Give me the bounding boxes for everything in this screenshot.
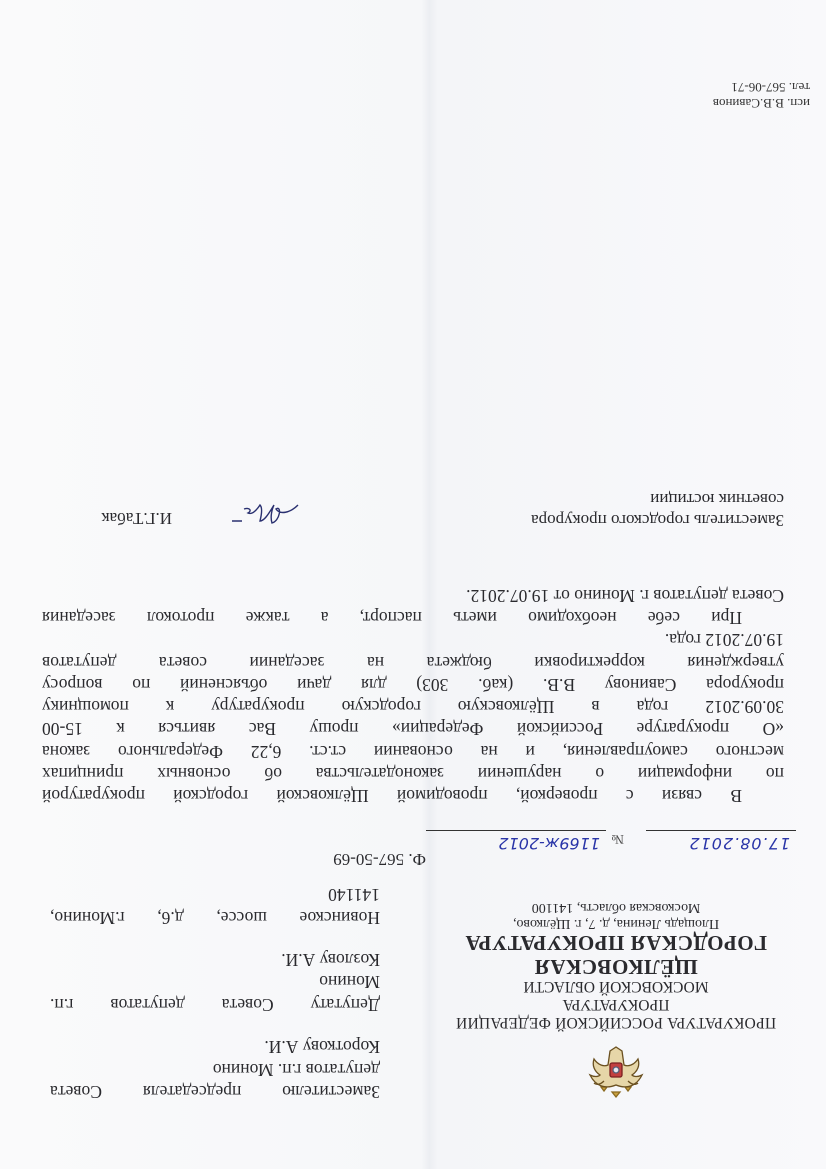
addressee-address bbox=[50, 884, 380, 929]
addressee-1-line1: Заместителю председателя Совета bbox=[50, 1082, 380, 1102]
org-name-line1: ЩЁЛКОВСКАЯ bbox=[534, 954, 698, 979]
addressee-block bbox=[50, 864, 380, 1103]
body-line: При себе необходимо иметь паспорт, а также протокол заседания bbox=[42, 608, 742, 629]
handwritten-signature bbox=[224, 495, 304, 535]
body-line: прокурора Савинову В.В. (каб. 303) для дачи объяснений по вопросу bbox=[42, 674, 784, 695]
addressee-1 bbox=[50, 1036, 380, 1103]
number-underline bbox=[426, 830, 606, 831]
addressee-1-line2: депутатов г.п. Монино bbox=[212, 1059, 380, 1080]
addressee-address-line1: Новинское шоссе, д.6, г.Монино, bbox=[50, 907, 380, 928]
letter-body bbox=[42, 585, 784, 807]
body-line: местного самоуправления, и на основании ст.ст. 6,22 Федерального закона bbox=[42, 741, 784, 762]
addressee-1-line3: Короткову А.И. bbox=[264, 1037, 380, 1058]
registration-date: 17.08.2012 bbox=[688, 834, 790, 853]
addressee-2-line3: Козлову А.И. bbox=[281, 950, 380, 971]
org-address-line1: Площадь Ленина, д. 7, г. Щёлково, bbox=[512, 916, 720, 932]
number-sign: № bbox=[611, 832, 624, 847]
date-underline bbox=[646, 830, 796, 831]
body-line: 19.07.2012 года. bbox=[664, 630, 784, 651]
executor-name: исп. В.В.Савинов bbox=[712, 96, 810, 111]
signatory-name: И.Г.Табак bbox=[101, 509, 172, 528]
registration-line bbox=[426, 827, 796, 853]
coat-of-arms-icon bbox=[584, 1041, 648, 1105]
signatory-title bbox=[384, 489, 784, 532]
body-line: 30.09.2012 года в Щёлковскую городскую прокуратуру к помощнику bbox=[42, 697, 784, 718]
executor-phone: тел. 567-06-71 bbox=[731, 79, 810, 95]
body-line: утверждения корректировки бюджета на заседании совета депутатов bbox=[42, 652, 784, 673]
letterhead-line2: ПРОКУРАТУРА bbox=[562, 996, 670, 1014]
body-line: Совета депутатов г. Монино от 19.07.2012. bbox=[466, 586, 784, 607]
executor-block bbox=[713, 79, 810, 112]
letterhead-line3: МОСКОВСКОЙ ОБЛАСТИ bbox=[523, 978, 709, 996]
body-line: по информации о нарушении законодательства об основных принципах bbox=[42, 763, 784, 784]
signatory-title-line2: советник юстиции bbox=[650, 489, 784, 509]
addressee-address-line2: 141140 bbox=[328, 885, 380, 906]
letterhead-line1: ПРОКУРАТУРА РОССИЙСКОЙ ФЕДЕРАЦИИ bbox=[455, 1014, 777, 1031]
signatory-title-line1: Заместитель городского прокурора bbox=[531, 511, 784, 530]
body-line: В связи с проверкой, проводимой Щёлковской городской прокуратурой bbox=[42, 786, 742, 806]
addressee-2-line1: Депутату Совета депутатов г.п. bbox=[50, 994, 380, 1015]
addressee-2 bbox=[50, 949, 380, 1016]
body-line: «О прокуратуре Российской Федерации» прошу Вас явиться к 15-00 bbox=[42, 719, 784, 740]
addressee-2-line2: Монино bbox=[319, 972, 380, 993]
fax-number: Ф. 567-50-69 bbox=[333, 850, 426, 869]
org-name-line2: ГОРОДСКАЯ ПРОКУРАТУРА bbox=[465, 931, 767, 956]
letterhead bbox=[426, 898, 806, 1031]
registration-number: 1169ж-2012 bbox=[498, 834, 600, 853]
org-address-line2: Московская область, 141100 bbox=[531, 899, 701, 915]
